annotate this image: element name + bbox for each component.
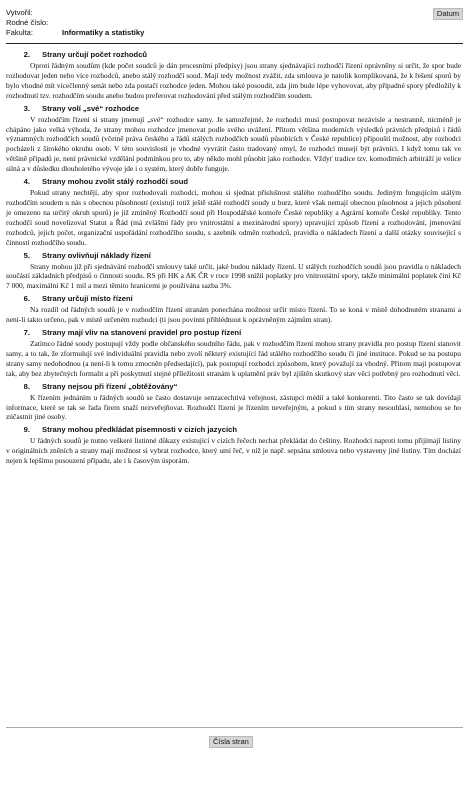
section-6: [6, 294, 461, 325]
document-header: [6, 8, 463, 38]
footer-divider: [6, 727, 463, 728]
section-title: Strany volí „své“ rozhodce: [42, 103, 140, 113]
section-title: Strany ovlivňují náklady řízení: [42, 250, 151, 260]
section-heading: [6, 425, 461, 435]
section-number: 6.: [23, 294, 30, 304]
section-number: 3.: [23, 103, 30, 113]
header-divider: [6, 43, 463, 44]
section-number: 7.: [23, 328, 30, 338]
id-label: Rodné číslo:: [6, 18, 49, 27]
id-row: [6, 18, 463, 28]
section-9: [6, 425, 461, 466]
section-number: 9.: [23, 425, 30, 435]
section-paragraph: U řádných soudů je nutno veškeré listinné důkazy existující v cizích řečech nechat překládat do češtiny. Rozhodci naproti tomu přijímají listiny v originálních zněních a strany mají možnost si vybrat rozhodce, který umí řeč, v níž je např. sepsána smlouva nebo vystaveny jiné listiny. Tím dochází nejen k lepšímu posouzení případu, ale i k časovým úsporám.: [6, 436, 461, 466]
section-paragraph: V rozhodčím řízení si strany jmenují „své“ rozhodce samy. Je samozřejmé, že rozhodci musí postupovat nezávisle a nestranně, nicméně je chápáno jako velká výhoda, že strany mohou rozhodce jmenovat podle svého uvážení. Přitom většina moderních výsledků právních předpisů i řádů významných rozhodčích soudů (včetně práva českého a řádů stálých rozhodčích soudů působících v České republice) připouští možnost, aby rozhodci pocházeli z širokého okruhu osob. V této souvislosti je vhodné vyvrátit často tradovaný omyl, že rozhodci musejí být právníci. I když tomu tak ve většině případů je, není právnické vzdělání podmínkou pro to, aby někdo mohl působit jako rozhodce. Vždyť tradice tzv. komoditních arbitráží je velice silná a v důsledku dlouholetého vývoje jde i o systém, který dobře funguje.: [6, 114, 461, 174]
section-heading: [6, 294, 461, 304]
section-title: Strany mají vliv na stanovení pravidel pro postup řízení: [42, 328, 242, 338]
section-paragraph: Pokud strany nechtějí, aby spor rozhodovali rozhodci, mohou si sjednat příslušnost stálého rozhodčího soudu. Jediným fungujícím stálým rozhodčím soudem u nás s obecnou působností (existují totiž ještě stálé rozhodčí soudy u burz, které však nemají obecnou působnost a jejich působení je omezeno na určitý okruh sporů) je již zmíněný Rozhodčí soud při Hospodářské komoře České republiky a Agrární komoře České republiky. Tento rozhodčí soud novelizoval Statut a Řád (má zvláštní řády pro vnitrostátní a mezinárodní spory) upravující způsob řízení a rozhodování, jmenování rozhodců, jejich počet, organizační uspořádání rozhodčího soudu, s azebník odměn rozhodců, pravidla o nákladech řízení a další otázky související s činností rozhodčího soudu.: [6, 188, 461, 247]
section-number: 8.: [23, 381, 30, 391]
section-title: Strany určují počet rozhodců: [42, 50, 148, 59]
section-title: Strany určují místo řízení: [42, 294, 133, 304]
section-number: 2.: [23, 50, 30, 59]
section-5: [6, 251, 461, 292]
date-field: Datum: [433, 8, 463, 20]
section-heading: [6, 50, 461, 60]
author-label: Vytvořil:: [6, 8, 33, 17]
section-title: Strany mohou předkládat písemnosti v cizích jazycích: [42, 425, 237, 435]
section-paragraph: Oproti řádným soudům (kde počet soudců je dán procesními předpisy) jsou strany sjednávající rozhodčí řízení oprávněny si určit, že spor bude rozhodovat jeden nebo více rozhodců, anebo stálý rozhodčí soud. Mají tedy možnost zvážit, zda smlouva je natolik komplikovaná, že k řešení sporů by bylo vhodné mít vícečlenný senát nebo zda postačí rozhodce jeden. Mohou také posoudit, zda jim bude lépe vyhovovat, aby případné spory předložily k rozhodnutí tzv. rozhodčím soudu anebo budou preferovat rozhodování před stálým rozhodčím soudem.: [6, 61, 461, 100]
section-paragraph: Strany mohou již při sjednávání rozhodčí smlouvy také určit, jaké budou náklady řízení. U stálých rozhodčích soudů jsou pravidla o nákladech součástí základních předpisů o činnosti soudu. RS při HK a AK ČR v roce 1998 snížil poplatky pro vnitrostátní spory, takže minimální poplatek činí Kč 7 000, maximální Kč 1 mil a mezi těmito hranicemi je používána sazba 3%.: [6, 261, 461, 291]
section-number: 4.: [23, 177, 30, 187]
section-paragraph: Zatímco řádné soudy postupují vždy podle občanského soudního řádu, pak v rozhodčím řízení mohou strany pravidla pro postup řízení stanovit samy, a to tak, že zformulují své individuální pravidla nebo zvolí některý existující řád stálého rozhodčího soudu či jiné instituce. Pokud se na postupu strany samy nedohodnou (a není-li k tomu zmocněn předsedající), pak postupují rozhodci způsobem, který považují za vhodný. Přitom mají postupovat tak, aby bez zbytečných formalit a při poskytnutí stejné příležitosti stranám k uplatnění práv byl zjištěn skutkový stav věci potřebný pro rozhodnutí věci.: [6, 339, 461, 378]
section-paragraph: Na rozdíl od řádných soudů je v rozhodčím řízení stranám ponechána možnost určit místo řízení. To se koná v místě dohodnutém stranami a není-li takto určeno, pak v místě určeném rozhodci (ti jsou povinni přihlédnout k oprávněným zájmům stran).: [6, 305, 461, 325]
section-3: [6, 104, 461, 174]
section-4: [6, 177, 461, 247]
section-heading: [6, 328, 461, 338]
document-body: [6, 50, 461, 469]
faculty-row: [6, 28, 463, 38]
author-row: [6, 8, 463, 18]
section-heading: [6, 382, 461, 392]
page-numbers-field: Čísla stran: [209, 736, 253, 748]
faculty-label: Fakulta:: [6, 28, 34, 37]
section-title: Strany mohou zvolit stálý rozhodčí soud: [42, 177, 188, 187]
faculty-value: Informatiky a statistiky: [62, 28, 145, 37]
section-8: [6, 382, 461, 423]
section-heading: [6, 251, 461, 261]
section-heading: [6, 177, 461, 187]
section-heading: [6, 104, 461, 114]
section-title: Strany nejsou při řízení „obtěžovány“: [42, 381, 178, 391]
section-number: 5.: [23, 250, 30, 260]
section-paragraph: K řízením jednáním u řádných soudů se často dostavuje senzacechtivá veřejnost, zástupci médií a také konkurenti. Tito často se tak dovídají informace, které se tak se řada firem snaží nezveřejňovat. Rozhodčí řízení je řízením neveřejným, a pokud s tím strany nesouhlasí, nemohou se ho zúčastnit jiné osoby.: [6, 392, 461, 422]
section-7: [6, 328, 461, 379]
section-2: [6, 50, 461, 101]
